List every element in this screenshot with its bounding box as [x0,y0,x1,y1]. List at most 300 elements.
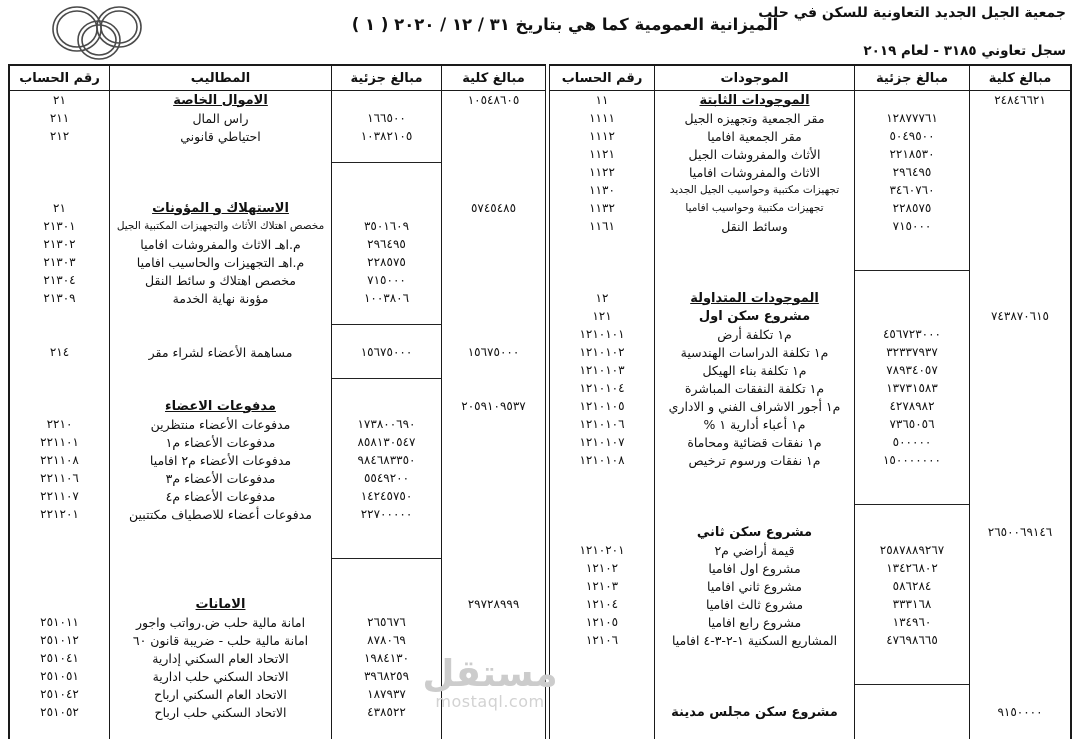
account-name-cell [655,667,855,685]
account-number-cell: ١١٣٢ [550,199,655,217]
partial-amount-cell: ٥٠٤٩٥٠٠ [855,127,970,145]
table-row-blank [550,469,1070,487]
account-name-cell [110,721,332,739]
account-number-cell: ١٢١ [550,307,655,325]
total-amount-cell [442,307,545,325]
table-row [550,703,1070,721]
account-number-cell: ٢١٣٠٢ [10,235,110,253]
total-amount-cell [970,541,1070,559]
partial-amount-cell: ٤٧٦٩٨٦٦٥ [855,631,970,649]
partial-amount-cell [332,91,442,109]
table-row-blank [10,523,545,541]
total-amount-cell [442,469,545,487]
table-row [550,325,1070,343]
partial-amount-cell [855,721,970,739]
partial-amount-cell: ٣٥٠١٦٠٩ [332,217,442,235]
partial-amount-cell: ٢٢٧٠٠٠٠٠ [332,505,442,523]
column-header-assets: الموجودات [655,66,855,90]
total-amount-cell [970,433,1070,451]
account-name-cell [110,523,332,541]
total-amount-cell [970,559,1070,577]
partial-amount-cell: ٢٢١٨٥٣٠ [855,145,970,163]
total-amount-cell [442,631,545,649]
total-amount-cell [442,127,545,145]
partial-amount-cell: ٢٢٨٥٧٥ [332,253,442,271]
account-number-cell: ١١٢٢ [550,163,655,181]
account-name-cell: الاتحاد العام السكني ارباح [110,685,332,703]
table-row [10,685,545,703]
account-number-cell [550,235,655,253]
account-number-cell [10,307,110,325]
table-row [550,181,1070,199]
total-amount-cell [970,649,1070,667]
total-amount-cell: ١٠٥٤٨٦٠٥ [467,93,520,107]
table-row [550,451,1070,469]
account-number-cell [10,163,110,181]
account-number-cell: ١١١١ [550,109,655,127]
account-number-cell: ٢١٤ [10,343,110,361]
table-row [10,289,545,307]
partial-amount-cell [855,469,970,487]
liabilities-rows [10,91,545,739]
table-row [550,289,1070,307]
account-name-cell [110,145,332,163]
account-name-cell: احتياطي قانوني [110,127,332,145]
account-name-cell [655,685,855,703]
column-header-partial-amounts: مبالغ جزئية [332,66,442,90]
partial-amount-cell [855,307,970,325]
total-amount-cell [970,109,1070,127]
account-number-cell: ٢٢١١٠٧ [10,487,110,505]
table-row-blank [10,325,545,343]
account-name-cell: مشروع اول افاميا [655,559,855,577]
partial-amount-cell [332,307,442,325]
table-row [550,109,1070,127]
table-row-blank [10,181,545,199]
table-row [10,397,545,415]
table-row-blank [10,307,545,325]
table-row [550,595,1070,613]
account-number-cell [10,559,110,577]
account-number-cell: ٢١ [10,199,110,217]
partial-amount-cell: ٥٨٦٢٨٤ [855,577,970,595]
account-name-cell: مؤونة نهاية الخدمة [110,289,332,307]
table-row [550,631,1070,649]
liabilities-header-row [10,66,545,91]
account-number-cell [10,721,110,739]
account-number-cell [550,685,655,703]
account-number-cell [550,505,655,523]
account-number-cell [10,595,110,613]
total-amount-cell [442,559,545,577]
account-name-cell: الموجودات الثابتة [655,91,855,109]
partial-amount-cell: ٤٣٨٥٢٢ [332,703,442,721]
account-number-cell [10,361,110,379]
account-name-cell: قيمة أراضي م٢ [655,541,855,559]
account-number-cell: ١٢١٠١٠٦ [550,415,655,433]
total-amount-cell [442,253,545,271]
table-row [10,667,545,685]
account-name-cell: مقر الجمعية افاميا [655,127,855,145]
table-row [10,415,545,433]
partial-amount-cell: ٤٥٦٧٢٣٠٠٠ [855,325,970,343]
table-row [550,523,1070,541]
partial-amount-cell: ٥٠٠٠٠٠ [855,433,970,451]
account-name-cell: م١ نفقات ورسوم ترخيص [655,451,855,469]
total-amount-cell [442,415,545,433]
account-name-cell [655,649,855,667]
partial-amount-cell [855,523,970,541]
table-row-blank [10,163,545,181]
total-amount-cell [970,235,1070,253]
partial-amount-cell: ٥٥٤٩٢٠٠ [332,469,442,487]
account-name-cell [110,163,332,181]
olympic-rings-logo [42,2,160,64]
account-name-cell [110,559,332,577]
table-row [10,649,545,667]
table-row [10,595,545,613]
total-amount-cell [970,721,1070,739]
table-row [10,631,545,649]
total-amount-cell [970,199,1070,217]
account-name-cell: م١ تكلفة بناء الهيكل [655,361,855,379]
account-number-cell: ٢١ [10,91,110,109]
account-number-cell [10,325,110,343]
account-name-cell: م.اهـ الاثاث والمفروشات افاميا [110,235,332,253]
account-name-cell [110,541,332,559]
table-row [10,91,545,109]
partial-amount-cell: ٢٩٦٤٩٥ [855,163,970,181]
partial-amount-cell: ٢٩٦٤٩٥ [332,235,442,253]
partial-amount-cell [332,721,442,739]
account-name-cell: الامانات [110,595,332,613]
account-number-cell [550,721,655,739]
table-row [10,505,545,523]
account-name-cell: تجهيزات مكتبية وحواسيب الجيل الجديد [655,181,855,199]
total-amount-cell [970,289,1070,307]
total-amount-cell [442,235,545,253]
account-number-cell [10,145,110,163]
account-name-cell: الموجودات المتداولة [655,289,855,307]
table-row-blank [550,505,1070,523]
table-row [10,433,545,451]
partial-amount-cell [332,379,442,397]
partial-amount-cell [855,91,970,109]
total-amount-cell [970,595,1070,613]
account-name-cell: مشروع ثاني افاميا [655,577,855,595]
account-name-cell: امانة مالية حلب - ضريبة قانون ٦٠ [110,631,332,649]
table-row [550,613,1070,631]
total-amount-cell [442,523,545,541]
account-name-cell [110,361,332,379]
account-name-cell: مقر الجمعية وتجهيزه الجيل [655,109,855,127]
account-name-cell: الاتحاد العام السكني إدارية [110,649,332,667]
table-row [550,541,1070,559]
table-row [10,343,545,361]
table-row [550,577,1070,595]
partial-amount-cell: ١٥٠٠٠٠٠٠٠ [855,451,970,469]
total-amount-cell [442,685,545,703]
partial-amount-cell [332,577,442,595]
total-amount-cell [970,325,1070,343]
partial-amount-cell [855,289,970,307]
table-row [550,199,1070,217]
total-amount-cell [442,577,545,595]
table-row [550,91,1070,109]
account-name-cell: المشاريع السكنية ١-٢-٣-٤ افاميا [655,631,855,649]
account-name-cell [655,469,855,487]
account-name-cell [655,721,855,739]
partial-amount-cell: ٩٨٤٦٨٣٣٥٠ [332,451,442,469]
account-number-cell [550,667,655,685]
total-amount-cell [970,667,1070,685]
account-number-cell: ١٢١٠١٠٤ [550,379,655,397]
total-amount-cell [442,721,545,739]
table-row [10,253,545,271]
watermark-arabic-text: مستقل [422,652,558,695]
account-number-cell: ٢٥١٠٤٢ [10,685,110,703]
account-name-cell: م١ نفقات قضائية ومحاماة [655,433,855,451]
partial-amount-cell [332,145,442,163]
account-number-cell: ١٢ [550,289,655,307]
total-amount-cell [970,451,1070,469]
total-amount-cell [970,181,1070,199]
partial-amount-cell: ٧١٥٠٠٠ [332,271,442,289]
table-row [550,343,1070,361]
total-amount-cell [970,145,1070,163]
total-amount-cell: ٢٦٥٠٠٦٩١٤٦ [987,525,1053,539]
account-number-cell: ٢٥١٠٤١ [10,649,110,667]
partial-amount-cell: ١٦٦٥٠٠ [332,109,442,127]
table-row-blank [10,145,545,163]
table-row [550,217,1070,235]
partial-amount-cell [855,235,970,253]
account-name-cell [110,181,332,199]
account-name-cell: مدفوعات الأعضاء م٤ [110,487,332,505]
partial-amount-cell: ١٠٠٣٨٠٦ [332,289,442,307]
account-name-cell: م١ تكلفة النفقات المباشرة [655,379,855,397]
account-number-cell: ٢٢١١٠١ [10,433,110,451]
account-name-cell: الاستهلاك و المؤونات [110,199,332,217]
account-number-cell: ١٢١٠٣ [550,577,655,595]
account-name-cell: الاثاث والمفروشات افاميا [655,163,855,181]
total-amount-cell [970,163,1070,181]
account-name-cell: م.اهـ التجهيزات والحاسيب افاميا [110,253,332,271]
account-number-cell: ٢٢١٢٠١ [10,505,110,523]
account-number-cell: ١٢١٠١٠١ [550,325,655,343]
partial-amount-cell: ٨٥٨١٣٠٥٤٧ [332,433,442,451]
account-name-cell: م١ أعباء أدارية ١ % [655,415,855,433]
table-row [550,145,1070,163]
account-number-cell: ٢١٢ [10,127,110,145]
total-amount-cell [970,343,1070,361]
table-row [10,469,545,487]
account-name-cell: مدفوعات أعضاء للاصطياف مكتتبين [110,505,332,523]
account-number-cell: ١٢١٠١٠٨ [550,451,655,469]
partial-amount-cell [332,361,442,379]
total-amount-cell [442,451,545,469]
account-name-cell: مدفوعات الأعضاء م٣ [110,469,332,487]
total-amount-cell [970,361,1070,379]
total-amount-cell: ٥٧٤٥٤٨٥ [470,201,517,215]
total-amount-cell [442,649,545,667]
partial-amount-cell [332,199,442,217]
total-amount-cell [442,361,545,379]
partial-amount-cell: ٨٧٨٠٦٩ [332,631,442,649]
account-number-cell [10,397,110,415]
table-row-blank [550,649,1070,667]
account-number-cell: ٢٢١٠ [10,415,110,433]
account-number-cell [550,523,655,541]
account-number-cell [10,523,110,541]
account-name-cell [655,235,855,253]
account-number-cell [550,469,655,487]
account-number-cell: ١١ [550,91,655,109]
total-amount-cell: ٢٩٧٢٨٩٩٩ [467,597,520,611]
account-number-cell [10,577,110,595]
partial-amount-cell [332,325,442,343]
account-number-cell [550,487,655,505]
column-header-liabilities: المطاليب [110,66,332,90]
partial-amount-cell [332,523,442,541]
table-row [10,451,545,469]
table-row [550,415,1070,433]
account-number-cell: ١١٣٠ [550,181,655,199]
account-name-cell [655,253,855,271]
account-name-cell: مشروع ثالث افاميا [655,595,855,613]
liabilities-table [8,64,546,739]
total-amount-cell [442,703,545,721]
account-number-cell [10,541,110,559]
account-name-cell: مشروع رابع افاميا [655,613,855,631]
total-amount-cell [970,379,1070,397]
account-number-cell: ٢١١ [10,109,110,127]
total-amount-cell [442,613,545,631]
account-number-cell: ٢٥١٠١١ [10,613,110,631]
partial-amount-cell: ٧٣٦٥٠٥٦ [855,415,970,433]
partial-amount-cell: ٣٤٦٠٧٦٠ [855,181,970,199]
total-amount-cell [970,631,1070,649]
account-number-cell: ٢١٣٠٤ [10,271,110,289]
account-number-cell: ٢٥١٠٥٢ [10,703,110,721]
table-row [10,487,545,505]
partial-amount-cell: ٢٦٥٦٧٦ [332,613,442,631]
account-name-cell [655,487,855,505]
account-number-cell: ١٢١٠١٠٧ [550,433,655,451]
account-number-cell: ١٢١٠١٠٥ [550,397,655,415]
table-row [10,703,545,721]
total-amount-cell: ٧٤٣٨٧٠٦١٥ [990,309,1049,323]
account-number-cell: ١١١٢ [550,127,655,145]
partial-amount-cell [332,595,442,613]
total-amount-cell [970,487,1070,505]
table-row [550,397,1070,415]
table-row-blank [550,487,1070,505]
total-amount-cell: ٩١٥٠٠٠٠ [997,705,1043,719]
partial-amount-cell: ١٣٤٩٦٠ [855,613,970,631]
account-number-cell: ٢٥١٠٥١ [10,667,110,685]
total-amount-cell [970,577,1070,595]
account-name-cell: م١ تكلفة الدراسات الهندسية [655,343,855,361]
table-row [550,163,1070,181]
account-name-cell: مشروع سكن اول [655,307,855,325]
account-name-cell: الاتحاد السكني حلب ادارية [110,667,332,685]
account-number-cell: ١٢١٠٥ [550,613,655,631]
partial-amount-cell: ٣٢٣٣٧٩٣٧ [855,343,970,361]
partial-amount-cell: ١٥٦٧٥٠٠٠ [332,343,442,361]
partial-amount-cell: ٤٢٧٨٩٨٢ [855,397,970,415]
account-number-cell: ٢١٣٠٩ [10,289,110,307]
account-number-cell [550,253,655,271]
table-row [10,235,545,253]
partial-amount-cell: ١٢٨٧٧٧٦١ [855,109,970,127]
partial-amount-cell [332,541,442,559]
table-row [10,271,545,289]
account-number-cell: ٢٢١١٠٦ [10,469,110,487]
account-number-cell: ١١٢١ [550,145,655,163]
account-name-cell: مخصص اهتلاك و سائط النقل [110,271,332,289]
partial-amount-cell: ١٩٨٤١٣٠ [332,649,442,667]
assets-header-row [550,66,1070,91]
table-row-blank [10,721,545,739]
partial-amount-cell: ١٠٣٨٢١٠٥ [332,127,442,145]
partial-amount-cell [855,649,970,667]
partial-amount-cell [332,397,442,415]
partial-amount-cell: ٣٣٣١٦٨ [855,595,970,613]
account-number-cell: ١١٦١ [550,217,655,235]
account-number-cell: ٢١٣٠٣ [10,253,110,271]
partial-amount-cell [332,181,442,199]
account-name-cell: مشروع سكن مجلس مدينة [655,703,855,721]
table-row [550,307,1070,325]
total-amount-cell [970,397,1070,415]
partial-amount-cell [855,685,970,703]
partial-amount-cell: ١٣٧٣١٥٨٣ [855,379,970,397]
table-row [550,379,1070,397]
account-name-cell: مدفوعات الأعضاء م٢ افاميا [110,451,332,469]
account-number-cell: ١٢١٠٢٠١ [550,541,655,559]
table-row [10,613,545,631]
total-amount-cell [970,253,1070,271]
account-name-cell: الاموال الخاصة [110,91,332,109]
partial-amount-cell: ٢٥٨٧٨٨٩٢٦٧ [855,541,970,559]
table-row-blank [550,271,1070,289]
account-name-cell: امانة مالية حلب ض.رواتب واجور [110,613,332,631]
total-amount-cell: ٢٠٥٩١٠٩٥٣٧ [461,399,526,413]
table-row [10,217,545,235]
table-row-blank [550,721,1070,739]
partial-amount-cell: ٧٨٩٣٤٠٥٧ [855,361,970,379]
total-amount-cell [970,127,1070,145]
table-row-blank [10,559,545,577]
table-row [550,433,1070,451]
assets-rows [550,91,1070,739]
account-name-cell: مشروع سكن ثاني [655,523,855,541]
account-name-cell: مدفوعات الاعضاء [110,397,332,415]
total-amount-cell [442,487,545,505]
account-name-cell [655,271,855,289]
partial-amount-cell [855,667,970,685]
account-number-cell: ١٢١٠٤ [550,595,655,613]
column-header-account: رقم الحساب [10,66,110,90]
partial-amount-cell: ٣٩٦٨٢٥٩ [332,667,442,685]
total-amount-cell [970,685,1070,703]
total-amount-cell [970,271,1070,289]
table-row-blank [10,379,545,397]
table-row [550,559,1070,577]
account-number-cell: ١٢١٠١٠٢ [550,343,655,361]
total-amount-cell [970,469,1070,487]
